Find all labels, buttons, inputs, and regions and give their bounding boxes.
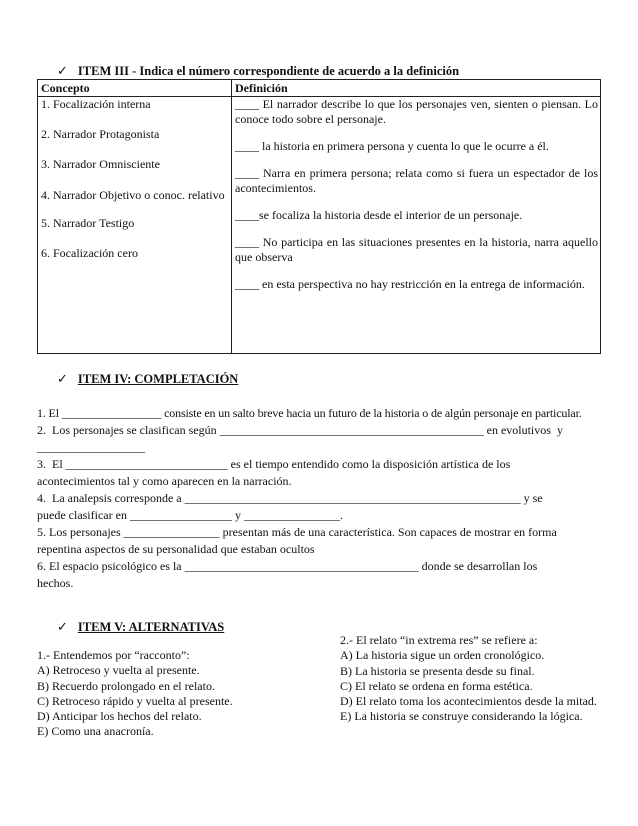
- question-line: 3. El ___________________________ es el tiempo entendido como la disposición artística de los: [37, 457, 511, 471]
- concept-item: 3. Narrador Omnisciente: [41, 157, 160, 171]
- question-line: 2. Los personajes se clasifican según ____________________________________________ en evolutivos y: [37, 423, 563, 437]
- question-1: [37, 648, 307, 740]
- item3-heading: [57, 64, 459, 79]
- item5-title: ITEM V: ALTERNATIVAS: [77, 620, 225, 634]
- question-line: hechos.: [37, 576, 74, 590]
- question-line: acontecimientos tal y como aparecen en la narración.: [37, 474, 292, 488]
- question-line: 6. El espacio psicológico es la _______________________________________ donde se desarrollan los: [37, 559, 538, 573]
- definition-item: ____ en esta perspectiva no hay restricción en la entrega de información.: [235, 277, 585, 291]
- table-body-row: [38, 97, 601, 354]
- item4-heading: [57, 372, 238, 387]
- definition-item: ____ la historia en primera persona y cuenta lo que le ocurre a él.: [235, 139, 549, 153]
- question-line: 4. La analepsis corresponde a ________________________________________________________ y se: [37, 491, 543, 505]
- item5-heading: [57, 620, 224, 635]
- option-item: C) Retroceso rápido y vuelta al presente.: [37, 693, 233, 708]
- definition-item: ____ No participa en las situaciones presentes en la historia, narra aquello que observa: [235, 235, 598, 264]
- concept-item: 2. Narrador Protagonista: [41, 127, 160, 141]
- option-item: B) Recuerdo prolongado en el relato.: [37, 678, 215, 693]
- concept-item: 4. Narrador Objetivo o conoc. relativo: [41, 188, 225, 202]
- checkmark-icon: ✓: [57, 64, 68, 79]
- definition-item: ____se focaliza la historia desde el interior de un personaje.: [235, 208, 523, 222]
- question-line: 5. Los personajes ________________ presentan más de una característica. Son capaces de mostrar en forma: [37, 525, 557, 539]
- option-item: E) La historia se construye considerando la lógica.: [340, 709, 583, 724]
- option-item: A) Retroceso y vuelta al presente.: [37, 663, 200, 678]
- definition-column: [232, 97, 601, 354]
- header-concept: Concepto: [38, 80, 232, 97]
- question-2-text: 2.- El relato “in extrema res” se refiere a:: [340, 633, 538, 647]
- option-item: B) La historia se presenta desde su final.: [340, 663, 535, 678]
- item4-questions: [37, 405, 602, 592]
- concept-item: 1. Focalización interna: [41, 97, 151, 111]
- question-line: repentina aspectos de su personalidad que estaban ocultos: [37, 542, 315, 556]
- concept-item: 5. Narrador Testigo: [41, 216, 135, 230]
- item4-title: ITEM IV: COMPLETACIÓN: [77, 372, 239, 386]
- item3-title: ITEM III - Indica el número correspondiente de acuerdo a la definición: [77, 64, 460, 78]
- option-item: C) El relato se ordena en forma estética.: [340, 678, 533, 693]
- question-2: [340, 633, 602, 725]
- question-line: 1. El _________________ consiste en un salto breve hacia un futuro de la historia o de algún personaje en particular.: [37, 406, 582, 420]
- option-item: A) La historia sigue un orden cronológico.: [340, 648, 545, 663]
- question-line: __________________: [37, 440, 145, 454]
- table-header-row: [38, 80, 601, 97]
- definition-item: ____ El narrador describe lo que los personajes ven, sienten o piensan. Lo conoce todo sobre el personaje.: [235, 97, 598, 126]
- concept-column: [38, 97, 232, 354]
- concept-item: 6. Focalización cero: [41, 246, 138, 260]
- question-1-text: 1.- Entendemos por “racconto”:: [37, 648, 190, 662]
- question-line: puede clasificar en _________________ y ________________.: [37, 508, 343, 522]
- option-item: E) Como una anacronía.: [37, 724, 154, 739]
- definition-item: ____ Narra en primera persona; relata como si fuera un espectador de los acontecimientos.: [235, 166, 598, 195]
- item3-table: [37, 79, 601, 354]
- header-definition: Definición: [232, 80, 601, 97]
- checkmark-icon: ✓: [57, 372, 68, 387]
- option-item: D) El relato toma los acontecimientos desde la mitad.: [340, 694, 597, 709]
- checkmark-icon: ✓: [57, 620, 68, 635]
- option-item: D) Anticipar los hechos del relato.: [37, 709, 202, 724]
